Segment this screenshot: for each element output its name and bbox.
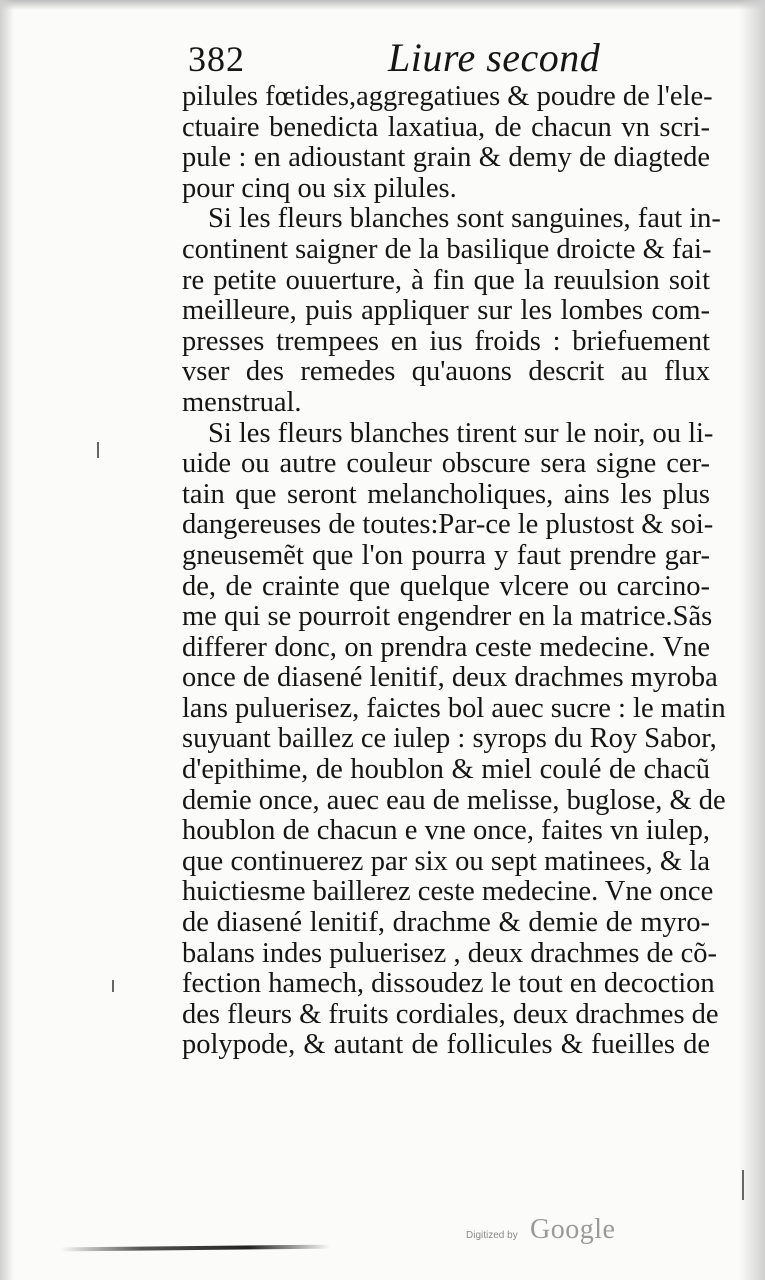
- page-header: [188, 34, 708, 84]
- body-text: [182, 81, 726, 1061]
- text-line: vser des remedes qu'auons descrit au flux: [182, 356, 710, 388]
- text-line: pour cinq ou six pilules.: [182, 172, 457, 204]
- text-line: tain que seront melancholiques, ains les plus: [182, 478, 710, 510]
- scan-smudge: [60, 1245, 330, 1252]
- digitized-by-label: Digitized by: [466, 1230, 518, 1241]
- text-line: polypode, & autant de follicules & fueilles de: [182, 1029, 710, 1061]
- text-line: de diasené lenitif, drachme & demie de myro-: [182, 907, 710, 939]
- text-line: once de diasené lenitif, deux drachmes myroba: [182, 662, 718, 694]
- margin-mark: [112, 980, 114, 992]
- text-line: des fleurs & fruits cordiales, deux drachmes de: [182, 998, 719, 1030]
- text-line: que continuerez par six ou sept matinees, & la: [182, 845, 710, 877]
- text-line: dangereuses de toutes:Par-ce le plustost & soi-: [182, 509, 714, 541]
- text-line: re petite ouuerture, à fin que la reuulsion soit: [182, 264, 710, 296]
- page-number: 382: [188, 39, 245, 79]
- scan-edge-right: [739, 0, 765, 1280]
- text-line: de, de crainte que quelque vlcere ou carcino-: [182, 570, 710, 602]
- text-line: balans indes puluerisez , deux drachmes de cõ-: [182, 937, 717, 969]
- text-line: Si les fleurs blanches tirent sur le noir, ou li-: [208, 417, 714, 449]
- text-line: lans puluerisez, faictes bol auec sucre : le matin: [182, 692, 726, 724]
- scan-edge-top: [0, 0, 765, 10]
- text-line: fection hamech, dissoudez le tout en decoction: [182, 968, 715, 1000]
- text-line: demie once, auec eau de melisse, buglose, & de: [182, 784, 726, 816]
- scan-edge-left: [0, 0, 14, 1280]
- text-line: me qui se pourroit engendrer en la matrice.Sãs: [182, 601, 713, 633]
- text-line: Si les fleurs blanches sont sanguines, faut in-: [208, 203, 721, 235]
- google-watermark: Google: [530, 1214, 616, 1245]
- text-line: continent saigner de la basilique droicte & fai-: [182, 233, 712, 265]
- text-line: suyuant baillez ce iulep : syrops du Roy Sabor,: [182, 723, 717, 755]
- text-line: differer donc, on prendra ceste medecine. Vne: [182, 631, 710, 663]
- text-line: meilleure, puis appliquer sur les lombes com-: [182, 295, 710, 327]
- text-line: menstrual.: [182, 386, 302, 418]
- text-line: huictiesme baillerez ceste medecine. Vne once: [182, 876, 714, 908]
- text-line: uide ou autre couleur obscure sera signe cer-: [182, 448, 710, 480]
- text-line: gneusemẽt que l'on pourra y faut prendre gar-: [182, 539, 710, 571]
- margin-mark: [742, 1170, 744, 1200]
- text-line: ctuaire benedicta laxatiua, de chacun vn scri-: [182, 111, 710, 143]
- text-line: d'epithime, de houblon & miel coulé de chacũ: [182, 754, 710, 786]
- running-head-title: Liure second: [388, 35, 601, 80]
- margin-mark: [97, 442, 99, 458]
- text-line: pule : en adioustant grain & demy de diagtede: [182, 142, 710, 174]
- text-line: houblon de chacun e vne once, faites vn iulep,: [182, 815, 710, 847]
- text-line: pilules fœtides,aggregatiues & poudre de l'ele-: [182, 81, 713, 112]
- text-line: presses trempees en ius froids : briefuement: [182, 325, 710, 357]
